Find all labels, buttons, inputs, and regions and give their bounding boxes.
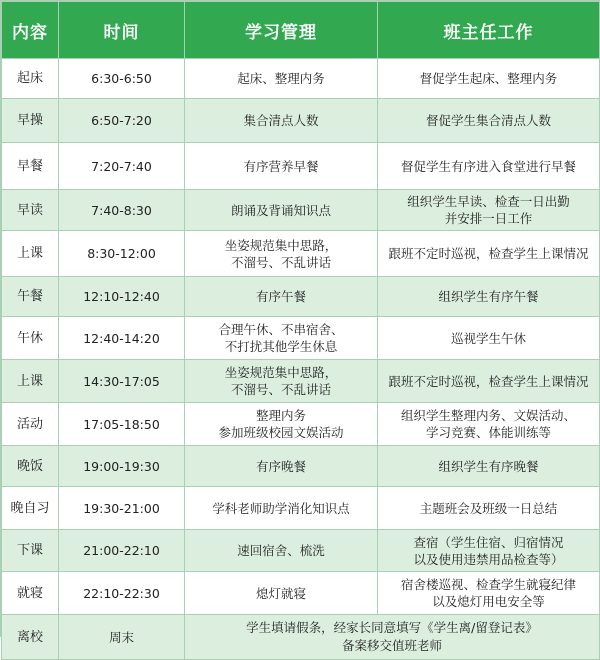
row-teacher-cell: 组织学生早读、检查一日出勤 并安排一日工作 [378,190,600,231]
row-study-cell: 集合清点人数 [185,99,378,143]
table-row [2,360,600,403]
table-row-leave-school [2,615,600,660]
row-teacher-cell: 督促学生集合清点人数 [378,99,600,143]
row-label-cell: 早读 [2,190,59,231]
row-label-cell: 就寝 [2,572,59,615]
row-study-cell: 朗诵及背诵知识点 [185,190,378,231]
table-row [2,403,600,446]
row-label-cell: 午休 [2,317,59,360]
row-time-cell: 8:30-12:00 [59,231,185,277]
row-teacher-cell: 跟班不定时巡视，检查学生上课情况 [378,231,600,277]
row-label-cell: 下课 [2,530,59,572]
row-study-cell: 合理午休、不串宿舍、 不打扰其他学生休息 [185,317,378,360]
row-time-cell: 周末 [59,615,185,660]
row-time-cell: 17:05-18:50 [59,403,185,446]
row-study-cell: 坐姿规范集中思路， 不溜号、不乱讲话 [185,360,378,403]
row-teacher-cell: 跟班不定时巡视，检查学生上课情况 [378,360,600,403]
row-teacher-cell: 组织学生有序午餐 [378,277,600,317]
row-label-cell: 晚自习 [2,487,59,530]
row-time-cell: 7:20-7:40 [59,143,185,190]
table-row [2,446,600,487]
row-study-cell: 起床、整理内务 [185,59,378,99]
row-time-cell: 19:00-19:30 [59,446,185,487]
row-time-cell: 14:30-17:05 [59,360,185,403]
row-time-cell: 22:10-22:30 [59,572,185,615]
table-row [2,231,600,277]
table-row [2,572,600,615]
row-teacher-cell: 宿舍楼巡视、检查学生就寝纪律 以及熄灯用电安全等 [378,572,600,615]
row-label-cell: 起床 [2,59,59,99]
header-study-management: 学习管理 [185,2,378,59]
row-teacher-cell: 组织学生整理内务、文娱活动、 学习竞赛、体能训练等 [378,403,600,446]
header-teacher-work: 班主任工作 [378,2,600,59]
table-row [2,99,600,143]
row-time-cell: 6:30-6:50 [59,59,185,99]
row-teacher-cell: 督促学生有序进入食堂进行早餐 [378,143,600,190]
row-study-cell: 有序午餐 [185,277,378,317]
row-teacher-cell: 查宿（学生住宿、归宿情况 以及使用违禁用品检查等） [378,530,600,572]
row-label-cell: 离校 [2,615,59,660]
row-study-cell: 有序营养早餐 [185,143,378,190]
row-merged-note-cell: 学生填请假条，经家长同意填写《学生离/留登记表》 备案移交值班老师 [185,615,600,660]
row-label-cell: 午餐 [2,277,59,317]
table-row [2,487,600,530]
header-content: 内容 [2,2,59,59]
table-row [2,59,600,99]
row-label-cell: 早餐 [2,143,59,190]
row-teacher-cell: 督促学生起床、整理内务 [378,59,600,99]
table-row [2,190,600,231]
table-row [2,143,600,190]
row-time-cell: 19:30-21:00 [59,487,185,530]
row-time-cell: 21:00-22:10 [59,530,185,572]
row-study-cell: 速回宿舍、梳洗 [185,530,378,572]
table-row [2,277,600,317]
row-label-cell: 晚饭 [2,446,59,487]
row-study-cell: 坐姿规范集中思路， 不溜号、不乱讲话 [185,231,378,277]
header-time: 时间 [59,2,185,59]
row-label-cell: 早操 [2,99,59,143]
row-time-cell: 7:40-8:30 [59,190,185,231]
table-row [2,317,600,360]
daily-schedule-table [1,1,600,660]
row-label-cell: 活动 [2,403,59,446]
row-label-cell: 上课 [2,231,59,277]
row-teacher-cell: 主题班会及班级一日总结 [378,487,600,530]
row-study-cell: 学科老师助学消化知识点 [185,487,378,530]
row-teacher-cell: 巡视学生午休 [378,317,600,360]
row-study-cell: 有序晚餐 [185,446,378,487]
row-time-cell: 12:10-12:40 [59,277,185,317]
row-time-cell: 12:40-14:20 [59,317,185,360]
row-label-cell: 上课 [2,360,59,403]
table-row [2,530,600,572]
table-header-row [2,2,600,59]
row-teacher-cell: 组织学生有序晚餐 [378,446,600,487]
row-study-cell: 整理内务 参加班级校园文娱活动 [185,403,378,446]
row-study-cell: 熄灯就寝 [185,572,378,615]
row-time-cell: 6:50-7:20 [59,99,185,143]
